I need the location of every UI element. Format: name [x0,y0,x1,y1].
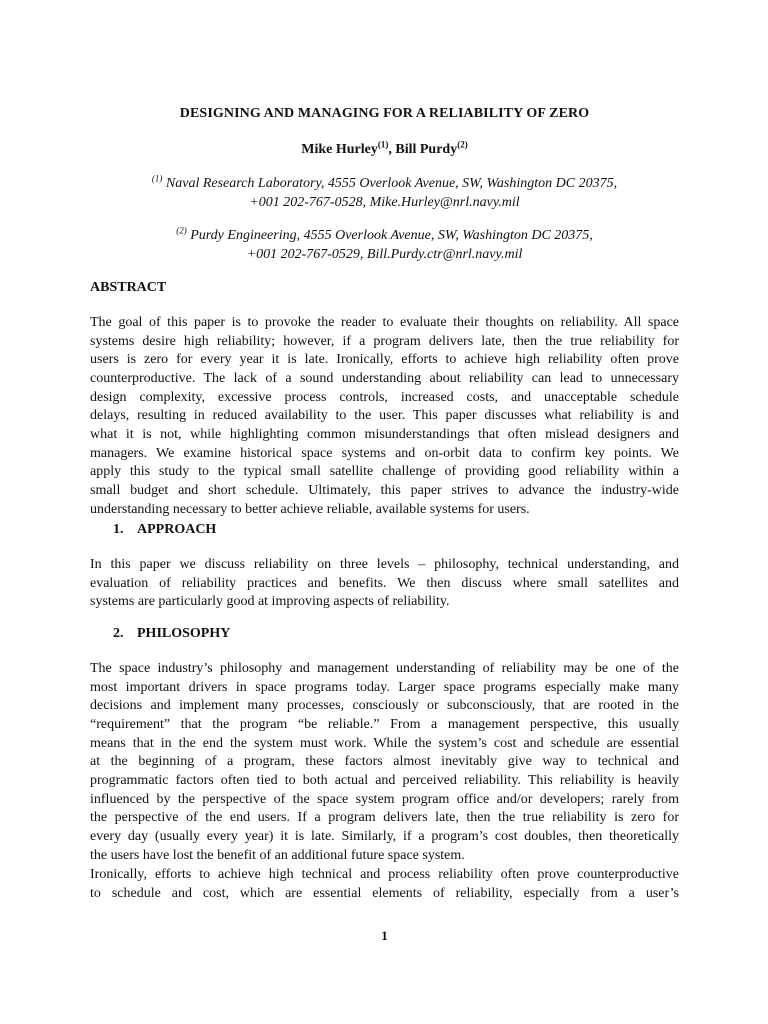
text-line: counterproductive. The lack of a sound understanding about reliability can lead to unnecessary [90,370,679,386]
paper-title: DESIGNING AND MANAGING FOR A RELIABILITY OF ZERO [179,106,590,121]
text-line: what it is not, while highlighting common misunderstandings that often mislead designers and [90,426,679,442]
text-line: means that in the end the system must work. While the system’s cost and schedule are essential [90,735,679,751]
author-affiliation-marker: (1) [377,139,389,150]
text-line: at the beginning of a program, these factors almost inevitably give way to technical and [90,754,679,770]
text-line: managers. We examine historical space systems and on-orbit data to confirm key points. We [90,445,679,461]
approach-paragraph [90,556,679,612]
affiliation-line [90,174,679,193]
abstract-paragraph [90,314,679,519]
text-line: the perspective of the end users. If a program delivers late, then the true reliability is zero for [90,810,679,826]
philosophy-paragraph-1 [90,660,679,865]
text-line: small budget and short schedule. Ultimately, this paper strives to advance the industry-wide [90,482,679,498]
text-line: apply this study to the typical small satellite challenge of providing good reliability within a [90,464,679,480]
section-heading-approach [113,522,216,538]
affiliation-text: Purdy Engineering, 4555 Overlook Avenue, SW, Washington DC 20375, [186,228,593,243]
affiliation-2 [90,226,679,264]
affiliation-1 [90,174,679,212]
text-line: In this paper we discuss reliability on three levels – philosophy, technical understanding, and [90,557,679,572]
text-line: understanding necessary to better achieve reliable, available systems for users. [90,501,530,517]
text-line: Ironically, efforts to achieve high technical and process reliability often prove counterproductive [90,867,679,882]
abstract-heading: ABSTRACT [90,280,167,295]
section-heading-philosophy [113,626,230,642]
author-separator: , [388,142,396,157]
section-title: PHILOSOPHY [137,626,231,641]
text-line: decisions and implement many processes, consciously or subconsciously, that are rooted in the [90,698,679,714]
text-line: delays, resulting in reduced availability to the user. This paper discusses what reliability is and [90,408,679,424]
text-line: The space industry’s philosophy and management understanding of reliability may be one of the [90,661,679,676]
author-line [90,139,679,158]
text-line: systems desire high reliability; however, if a program delivers late, then the true reliability for [90,333,679,349]
text-line: evaluation of reliability practices and benefits. We then discuss where small satellites and [90,575,679,591]
section-number: 1. [113,522,124,537]
affiliation-line [90,226,679,245]
section-number: 2. [113,626,124,641]
text-line: the users have lost the benefit of an additional future space system. [90,847,465,863]
affiliation-contact: +001 202-767-0529, Bill.Purdy.ctr@nrl.navy.mil [246,247,523,262]
text-line: most important drivers in space programs today. Larger space programs especially make many [90,679,679,695]
affiliation-contact: +001 202-767-0528, Mike.Hurley@nrl.navy.mil [249,195,520,210]
author-name: Bill Purdy [395,142,458,157]
text-line: users is zero for every year it is late. Ironically, efforts to achieve high reliability often prove [90,352,679,368]
text-line: programmatic factors often tied to both actual and perceived reliability. This reliability is heavily [90,772,679,788]
affiliation-marker: (1) [151,173,163,184]
text-line: systems are particularly good at improving aspects of reliability. [90,594,450,610]
paper-page [90,0,679,1024]
text-line: every day (usually every year) it is late. Similarly, if a program’s cost doubles, then theoretically [90,828,679,844]
text-line: “requirement” that the program “be reliable.” From a management perspective, this usually [90,716,679,732]
text-line: design complexity, excessive process controls, increased costs, and unacceptable schedule [90,389,679,405]
page-number: 1 [381,928,388,943]
author-affiliation-marker: (2) [457,139,468,150]
text-line: to schedule and cost, which are essential elements of reliability, especially from a user’s [90,885,679,901]
section-title: APPROACH [137,522,217,537]
author-name: Mike Hurley [301,142,378,157]
text-line: influenced by the perspective of the space system program office and/or developers; rarely from [90,791,679,807]
affiliation-text: Naval Research Laboratory, 4555 Overlook Avenue, SW, Washington DC 20375, [162,176,618,191]
text-line: The goal of this paper is to provoke the reader to evaluate their thoughts on reliability. All space [90,315,679,330]
affiliation-marker: (2) [176,225,187,236]
philosophy-paragraph-2 [90,866,679,903]
